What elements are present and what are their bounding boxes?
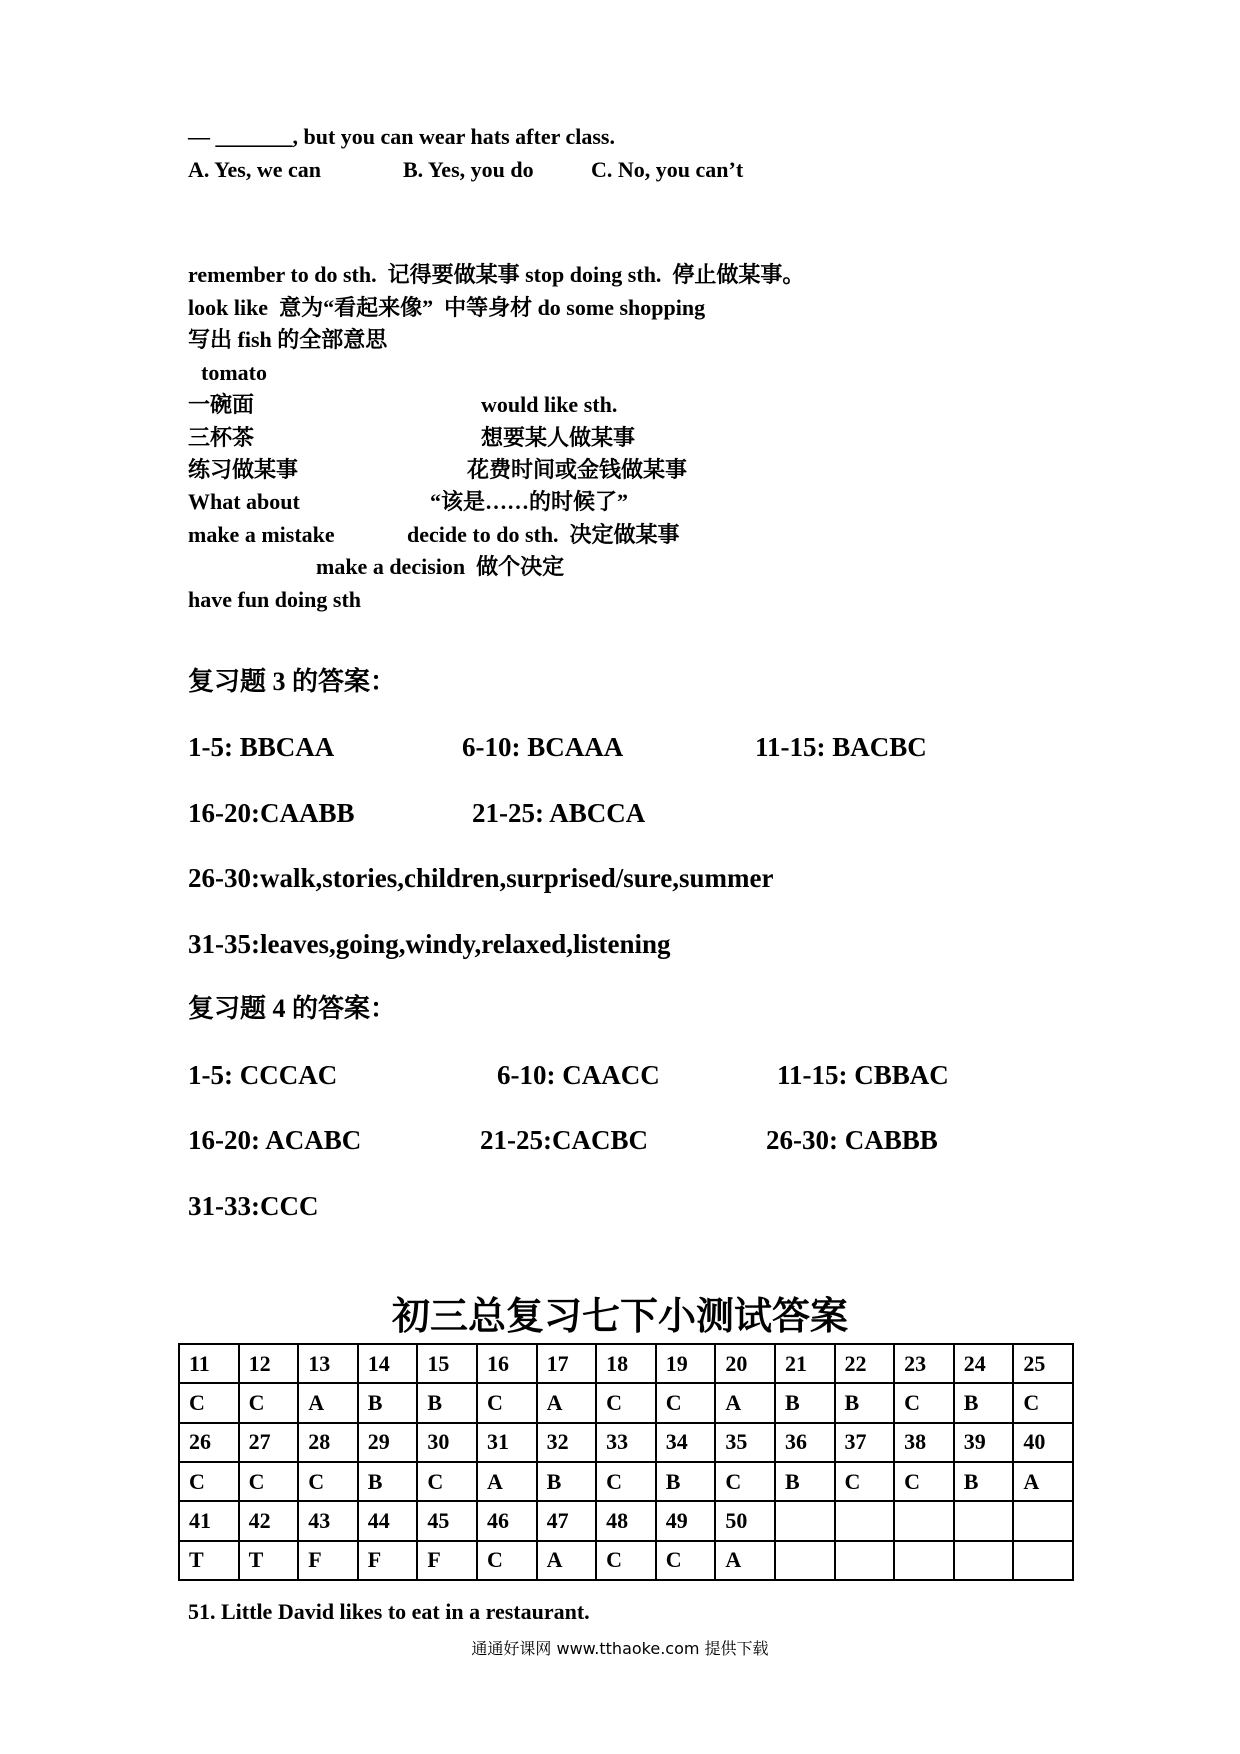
table-cell: [1013, 1501, 1073, 1540]
table-cell: 42: [239, 1501, 299, 1540]
table-cell: C: [894, 1462, 954, 1501]
table-cell: 24: [954, 1344, 1014, 1383]
table-cell: 33: [596, 1423, 656, 1462]
table-cell: 20: [715, 1344, 775, 1383]
vocab-line-7-right: 花费时间或金钱做某事: [467, 457, 688, 482]
table-cell: 28: [298, 1423, 358, 1462]
review4-answers-1-5: 1-5: CCCAC: [188, 1060, 338, 1090]
table-row: [179, 1383, 1073, 1422]
test-title: 初三总复习七下小测试答案: [391, 1296, 848, 1338]
table-cell: C: [835, 1462, 895, 1501]
table-cell: C: [239, 1383, 299, 1422]
table-cell: 48: [596, 1501, 656, 1540]
table-cell: 14: [358, 1344, 418, 1383]
vocab-line-2: look like 意为“看起来像” 中等身材 do some shopping: [188, 295, 706, 320]
table-cell: A: [1013, 1462, 1073, 1501]
review3-answers-21-25: 21-25: ABCCA: [472, 798, 646, 828]
table-cell: C: [656, 1541, 716, 1580]
vocab-line-5-left: 一碗面: [188, 392, 255, 417]
table-cell: 31: [477, 1423, 537, 1462]
table-cell: B: [358, 1462, 418, 1501]
table-cell: C: [417, 1462, 477, 1501]
table-cell: C: [656, 1383, 716, 1422]
table-cell: 13: [298, 1344, 358, 1383]
table-row: [179, 1344, 1073, 1383]
table-cell: A: [477, 1462, 537, 1501]
table-cell: B: [954, 1383, 1014, 1422]
table-cell: C: [894, 1383, 954, 1422]
table-cell: B: [835, 1383, 895, 1422]
table-cell: C: [596, 1462, 656, 1501]
table-cell: 26: [179, 1423, 239, 1462]
table-cell: B: [656, 1462, 716, 1501]
table-cell: 39: [954, 1423, 1014, 1462]
table-cell: [894, 1501, 954, 1540]
review3-answers-6-10: 6-10: BCAAA: [462, 732, 624, 762]
vocab-line-4: tomato: [201, 360, 267, 385]
table-cell: 32: [537, 1423, 597, 1462]
option-a: A. Yes, we can: [188, 157, 321, 182]
review4-answers-31-33: 31-33:CCC: [188, 1191, 319, 1221]
vocab-line-3: 写出 fish 的全部意思: [188, 327, 388, 352]
table-cell: [894, 1541, 954, 1580]
table-cell: 25: [1013, 1344, 1073, 1383]
table-cell: B: [775, 1383, 835, 1422]
table-cell: [954, 1501, 1014, 1540]
table-cell: 18: [596, 1344, 656, 1383]
table-cell: 11: [179, 1344, 239, 1383]
table-cell: 47: [537, 1501, 597, 1540]
table-cell: C: [239, 1462, 299, 1501]
table-cell: A: [298, 1383, 358, 1422]
option-b: B. Yes, you do: [403, 157, 534, 182]
table-cell: [835, 1501, 895, 1540]
table-cell: 12: [239, 1344, 299, 1383]
table-row: [179, 1501, 1073, 1540]
vocab-line-11: have fun doing sth: [188, 587, 362, 612]
table-cell: 29: [358, 1423, 418, 1462]
table-cell: 21: [775, 1344, 835, 1383]
table-cell: 34: [656, 1423, 716, 1462]
vocab-line-9-left: make a mistake: [188, 522, 335, 547]
table-cell: 35: [715, 1423, 775, 1462]
table-cell: A: [537, 1383, 597, 1422]
vocab-line-7-left: 练习做某事: [188, 457, 299, 482]
answer-table: [178, 1343, 1074, 1581]
table-cell: 36: [775, 1423, 835, 1462]
review4-heading: 复习题 4 的答案：: [188, 994, 397, 1023]
review4-answers-16-20: 16-20: ACABC: [188, 1125, 362, 1155]
review4-answers-26-30: 26-30: CABBB: [766, 1125, 938, 1155]
table-cell: 22: [835, 1344, 895, 1383]
vocab-line-5-right: would like sth.: [481, 392, 618, 417]
review3-answers-31-35: 31-35:leaves,going,windy,relaxed,listening: [188, 929, 671, 959]
table-cell: B: [954, 1462, 1014, 1501]
table-cell: B: [358, 1383, 418, 1422]
table-cell: C: [179, 1462, 239, 1501]
review3-heading: 复习题 3 的答案：: [188, 667, 397, 696]
table-row: [179, 1423, 1073, 1462]
table-cell: C: [596, 1541, 656, 1580]
table-cell: 23: [894, 1344, 954, 1383]
table-cell: 17: [537, 1344, 597, 1383]
table-cell: [954, 1541, 1014, 1580]
table-cell: A: [715, 1541, 775, 1580]
table-cell: 30: [417, 1423, 477, 1462]
vocab-line-8-right: “该是……的时候了”: [430, 489, 629, 514]
table-cell: C: [477, 1541, 537, 1580]
table-cell: C: [1013, 1383, 1073, 1422]
dialog-line: — _______, but you can wear hats after class.: [188, 124, 615, 149]
table-cell: 15: [417, 1344, 477, 1383]
table-cell: B: [417, 1383, 477, 1422]
table-row: [179, 1462, 1073, 1501]
option-c: C. No, you can’t: [591, 157, 744, 182]
table-cell: C: [596, 1383, 656, 1422]
table-cell: 40: [1013, 1423, 1073, 1462]
vocab-line-9-right: decide to do sth. 决定做某事: [407, 522, 680, 547]
table-cell: 45: [417, 1501, 477, 1540]
table-cell: [835, 1541, 895, 1580]
review3-answers-16-20: 16-20:CAABB: [188, 798, 355, 828]
table-cell: F: [358, 1541, 418, 1580]
review4-answers-11-15: 11-15: CBBAC: [777, 1060, 949, 1090]
table-cell: 37: [835, 1423, 895, 1462]
table-cell: 41: [179, 1501, 239, 1540]
table-cell: C: [179, 1383, 239, 1422]
table-cell: C: [715, 1462, 775, 1501]
table-cell: 44: [358, 1501, 418, 1540]
table-cell: F: [298, 1541, 358, 1580]
table-cell: 38: [894, 1423, 954, 1462]
review3-answers-1-5: 1-5: BBCAA: [188, 732, 335, 762]
review4-answers-21-25: 21-25:CACBC: [480, 1125, 648, 1155]
table-cell: 46: [477, 1501, 537, 1540]
table-cell: C: [298, 1462, 358, 1501]
question-51: 51. Little David likes to eat in a restaurant.: [188, 1599, 590, 1624]
review3-answers-26-30: 26-30:walk,stories,children,surprised/sure,summer: [188, 863, 774, 893]
table-cell: A: [537, 1541, 597, 1580]
table-cell: F: [417, 1541, 477, 1580]
vocab-line-10: make a decision 做个决定: [316, 554, 565, 579]
table-cell: A: [715, 1383, 775, 1422]
table-cell: T: [179, 1541, 239, 1580]
vocab-line-6-left: 三杯茶: [188, 425, 255, 450]
table-cell: B: [537, 1462, 597, 1501]
table-cell: 50: [715, 1501, 775, 1540]
table-cell: C: [477, 1383, 537, 1422]
table-cell: 16: [477, 1344, 537, 1383]
table-cell: B: [775, 1462, 835, 1501]
table-cell: T: [239, 1541, 299, 1580]
table-cell: 43: [298, 1501, 358, 1540]
table-cell: 49: [656, 1501, 716, 1540]
table-cell: 27: [239, 1423, 299, 1462]
footer-credit: 通通好课网 www.tthaoke.com 提供下载: [471, 1639, 769, 1658]
table-cell: [1013, 1541, 1073, 1580]
review4-answers-6-10: 6-10: CAACC: [497, 1060, 660, 1090]
review3-answers-11-15: 11-15: BACBC: [755, 732, 927, 762]
vocab-line-1: remember to do sth. 记得要做某事 stop doing sth. 停止做某事。: [188, 262, 805, 287]
table-cell: [775, 1501, 835, 1540]
table-cell: [775, 1541, 835, 1580]
vocab-line-6-right: 想要某人做某事: [481, 425, 636, 450]
table-cell: 19: [656, 1344, 716, 1383]
table-row: [179, 1541, 1073, 1580]
vocab-line-8-left: What about: [188, 489, 300, 514]
